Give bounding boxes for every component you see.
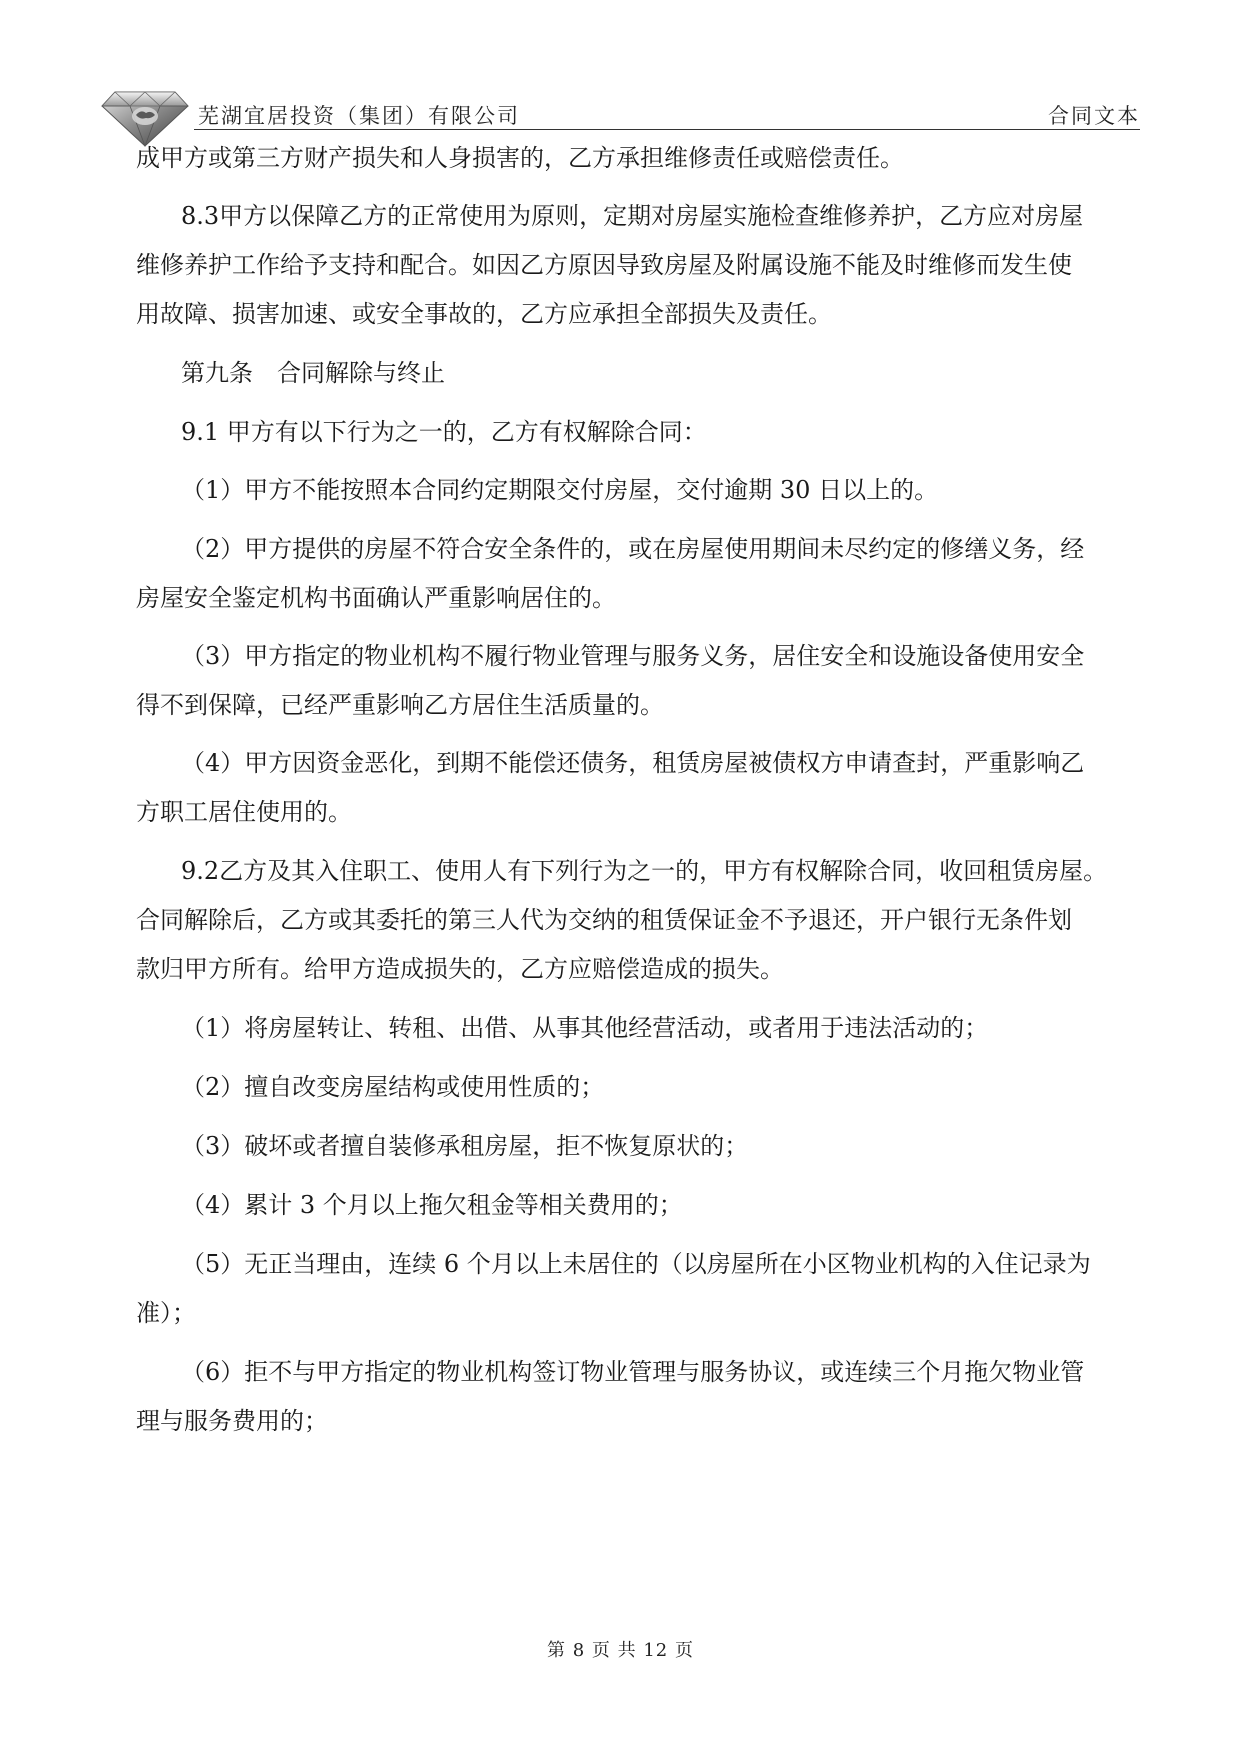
page-header (100, 78, 1140, 148)
text-line: 合同解除后，乙方或其委托的第三人代为交纳的租赁保证金不予退还，开户银行无条件划 (136, 906, 1072, 934)
page-number: 第 8 页 共 12 页 (547, 1640, 694, 1661)
text-line: （3）破坏或者擅自装修承租房屋，拒不恢复原状的； (181, 1132, 749, 1160)
text-line: （1）将房屋转让、转租、出借、从事其他经营活动，或者用于违法活动的； (181, 1014, 989, 1042)
text-line: 9.2乙方及其入住职工、使用人有下列行为之一的，甲方有权解除合同，收回租赁房屋。 (181, 857, 1108, 885)
text-line: （2）擅自改变房屋结构或使用性质的； (181, 1073, 605, 1101)
text-line: （6）拒不与甲方指定的物业机构签订物业管理与服务协议，或连续三个月拖欠物业管 (181, 1358, 1085, 1386)
text-line: （2）甲方提供的房屋不符合安全条件的，或在房屋使用期间未尽约定的修缮义务，经 (181, 535, 1085, 563)
text-line: 成甲方或第三方财产损失和人身损害的，乙方承担维修责任或赔偿责任。 (136, 144, 904, 172)
text-line: 得不到保障，已经严重影响乙方居住生活质量的。 (136, 691, 664, 719)
text-line: 准）； (136, 1299, 196, 1327)
text-line: 款归甲方所有。给甲方造成损失的，乙方应赔偿造成的损失。 (136, 955, 784, 983)
text-line: （4）甲方因资金恶化，到期不能偿还债务，租赁房屋被债权方申请查封，严重影响乙 (181, 749, 1085, 777)
text-line: 用故障、损害加速、或安全事故的，乙方应承担全部损失及责任。 (136, 300, 832, 328)
text-line: （3）甲方指定的物业机构不履行物业管理与服务义务，居住安全和设施设备使用安全 (181, 642, 1085, 670)
text-line: 8.3甲方以保障乙方的正常使用为原则，定期对房屋实施检查维修养护，乙方应对房屋 (181, 202, 1084, 230)
text-line: 方职工居住使用的。 (136, 798, 352, 826)
text-line: 房屋安全鉴定机构书面确认严重影响居住的。 (136, 584, 616, 612)
text-line: 9.1 甲方有以下行为之一的，乙方有权解除合同： (181, 418, 707, 446)
text-line: 理与服务费用的； (136, 1407, 328, 1435)
header-divider (194, 129, 1140, 130)
text-line: （5）无正当理由，连续 6 个月以上未居住的（以房屋所在小区物业机构的入住记录为 (181, 1250, 1091, 1278)
text-line: （1）甲方不能按照本合同约定期限交付房屋，交付逾期 30 日以上的。 (181, 476, 939, 504)
document-type-label: 合同文本 (1048, 104, 1140, 128)
section-heading: 第九条 合同解除与终止 (181, 359, 445, 387)
text-line: 维修养护工作给予支持和配合。如因乙方原因导致房屋及附属设施不能及时维修而发生使 (136, 251, 1072, 279)
company-name: 芜湖宜居投资（集团）有限公司 (198, 104, 520, 128)
text-line: （4）累计 3 个月以上拖欠租金等相关费用的； (181, 1191, 683, 1219)
diamond-logo-icon (100, 88, 190, 148)
